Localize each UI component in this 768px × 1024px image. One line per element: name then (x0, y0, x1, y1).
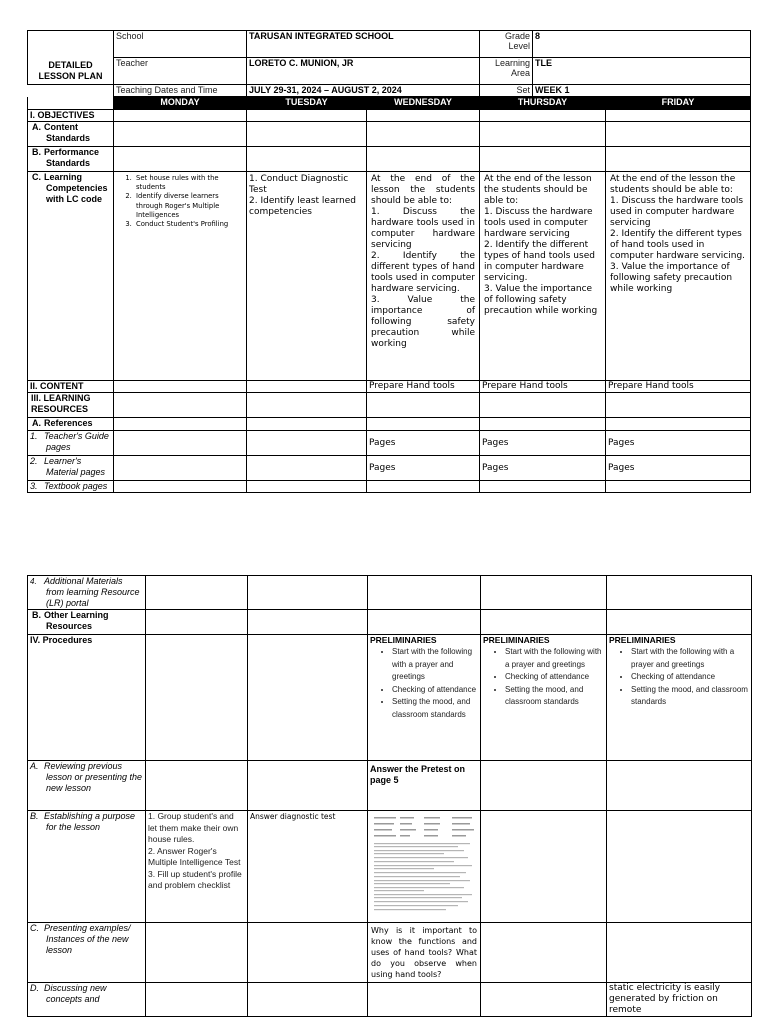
list-item: • Checking of attendance (505, 671, 604, 684)
list-item: • Start with the following with a prayer and greetings (631, 646, 749, 671)
lesson-plan-table-page-2 (27, 575, 752, 1017)
list-item: 1. Set house rules with the students (134, 174, 244, 192)
procedure-c-label: C. Presenting examples/ Instances of the new lesson (28, 923, 146, 983)
performance-standards-label: B. Performance Standards (28, 147, 114, 172)
friday-lm-pages: Pages (606, 456, 751, 481)
header-row-school (28, 31, 751, 58)
learners-material-row (28, 456, 751, 481)
learning-competencies-label: C. Learning Competencies with LC code (28, 172, 114, 381)
performance-standards-row (28, 147, 751, 172)
friday-preliminaries: PRELIMINARIES • Start with the following with a prayer and greetings • Checking of attendance • Setting the mood, and classroom standards (607, 635, 752, 761)
content-row (28, 381, 751, 393)
procedure-c-row (28, 923, 752, 983)
day-tuesday: TUESDAY (247, 97, 367, 110)
thursday-lm-pages: Pages (480, 456, 606, 481)
list-item: • Start with the following with a prayer and greetings (392, 646, 478, 684)
learning-competencies-row (28, 172, 751, 381)
grade-label: Grade Level (480, 31, 533, 58)
objectives-label: I. OBJECTIVES (28, 110, 114, 122)
learners-material-label: 2. Learner's Material pages (28, 456, 114, 481)
teaching-dates-label: Teaching Dates and Time (114, 85, 247, 97)
objectives-row (28, 110, 751, 122)
pretest-worksheet-thumbnail (372, 815, 478, 917)
procedures-row (28, 635, 752, 761)
list-item: • Setting the mood, and classroom standards (392, 696, 478, 721)
list-item: • Checking of attendance (631, 671, 749, 684)
thursday-competencies: At the end of the lesson the students should be able to: 1. Discuss the hardware tools used in computer hardware servicing 2. Identify the different types of hand tools used in computer hardware servicing. 3. Value the importance of following safety precaution while working (480, 172, 606, 381)
learning-resources-label: III. LEARNING RESOURCES (28, 393, 114, 418)
content-label: II. CONTENT (28, 381, 114, 393)
learning-area-value: TLE (533, 58, 751, 85)
tuesday-competencies: 1. Conduct Diagnostic Test 2. Identify least learned competencies (247, 172, 367, 381)
wednesday-competencies: At the end of the lesson the students should be able to: 1. Discuss the hardware tools used in computer hardware servicing 2. Identify the different types of hand tools used in computer hardware servicing. 3. Value the importance of following safety precaution while working (367, 172, 480, 381)
set-value: WEEK 1 (533, 85, 751, 97)
list-item: • Setting the mood, and classroom standards (631, 684, 749, 709)
list-item: • Start with the following with a prayer and greetings (505, 646, 604, 671)
teaching-dates-value: JULY 29-31, 2024 – AUGUST 2, 2024 (247, 85, 480, 97)
additional-materials-label: 4. Additional Materials from learning Resource (LR) portal (28, 576, 146, 610)
procedure-b-label: B. Establishing a purpose for the lesson (28, 811, 146, 923)
day-monday: MONDAY (114, 97, 247, 110)
wednesday-lm-pages: Pages (367, 456, 480, 481)
content-standards-row (28, 122, 751, 147)
content-standards-label: A. Content Standards (28, 122, 114, 147)
learning-resources-row (28, 393, 751, 418)
header-row-dates (28, 85, 751, 97)
other-resources-row (28, 610, 752, 635)
textbook-row (28, 481, 751, 493)
textbook-label: 3. Textbook pages (28, 481, 114, 493)
procedure-b-row (28, 811, 752, 923)
list-item: 2. Identify diverse learners through Roger's Multiple Intelligences (134, 192, 244, 220)
procedure-a-row (28, 761, 752, 811)
friday-competencies: At the end of the lesson the students should be able to: 1. Discuss the hardware tools used in computer hardware servicing 2. Identify the different types of hand tools used in computer hardware servicing. 3. Value the importance of following safety precaution while working (606, 172, 751, 381)
learning-area-label: Learning Area (480, 58, 533, 85)
thursday-content: Prepare Hand tools (480, 381, 606, 393)
list-item: • Setting the mood, and classroom standards (505, 684, 604, 709)
friday-procedure-d: static electricity is easily generated by friction on remote (607, 983, 752, 1017)
procedure-d-label: D. Discussing new concepts and (28, 983, 146, 1017)
additional-materials-row (28, 576, 752, 610)
wednesday-procedure-b (368, 811, 481, 923)
list-item: 3. Conduct Student's Profiling (134, 220, 244, 229)
day-header-row (28, 97, 751, 110)
friday-content: Prepare Hand tools (606, 381, 751, 393)
day-thursday: THURSDAY (480, 97, 606, 110)
teacher-label: Teacher (114, 58, 247, 85)
monday-procedure-b: 1. Group student's and let them make their own house rules. 2. Answer Roger's Multiple Intelligence Test 3. Fill up student's profile and problem checklist (146, 811, 248, 923)
school-value: TARUSAN INTEGRATED SCHOOL (247, 31, 480, 58)
grade-value: 8 (533, 31, 751, 58)
teachers-guide-label: 1. Teacher's Guide pages (28, 431, 114, 456)
thursday-tg-pages: Pages (480, 431, 606, 456)
set-label: Set (480, 85, 533, 97)
monday-competencies (114, 172, 247, 381)
thursday-preliminaries: PRELIMINARIES • Start with the following with a prayer and greetings • Checking of attendance • Setting the mood, and classroom standards (481, 635, 607, 761)
list-item: • Checking of attendance (392, 684, 478, 697)
references-row (28, 418, 751, 431)
other-resources-label: B. Other Learning Resources (28, 610, 146, 635)
procedure-a-label: A. Reviewing previous lesson or presenting the new lesson (28, 761, 146, 811)
teachers-guide-row (28, 431, 751, 456)
wednesday-content: Prepare Hand tools (367, 381, 480, 393)
references-label: A. References (28, 418, 114, 431)
wednesday-procedure-c: Why is it important to know the functions and uses of hand tools? What do you observe when using hand tools? (368, 923, 481, 983)
procedure-d-row (28, 983, 752, 1017)
friday-tg-pages: Pages (606, 431, 751, 456)
wednesday-tg-pages: Pages (367, 431, 480, 456)
wednesday-preliminaries: PRELIMINARIES • Start with the following with a prayer and greetings • Checking of attendance • Setting the mood, and classroom standards (368, 635, 481, 761)
wednesday-procedure-a: Answer the Pretest on page 5 (368, 761, 481, 811)
day-friday: FRIDAY (606, 97, 751, 110)
header-row-teacher (28, 58, 751, 85)
lesson-plan-title: DETAILED LESSON PLAN (28, 31, 114, 85)
day-wednesday: WEDNESDAY (367, 97, 480, 110)
procedures-label: IV. Procedures (28, 635, 146, 761)
teacher-value: LORETO C. MUNION, JR (247, 58, 480, 85)
tuesday-procedure-b: Answer diagnostic test (248, 811, 368, 923)
school-label: School (114, 31, 247, 58)
lesson-plan-table-page-1 (27, 30, 751, 493)
